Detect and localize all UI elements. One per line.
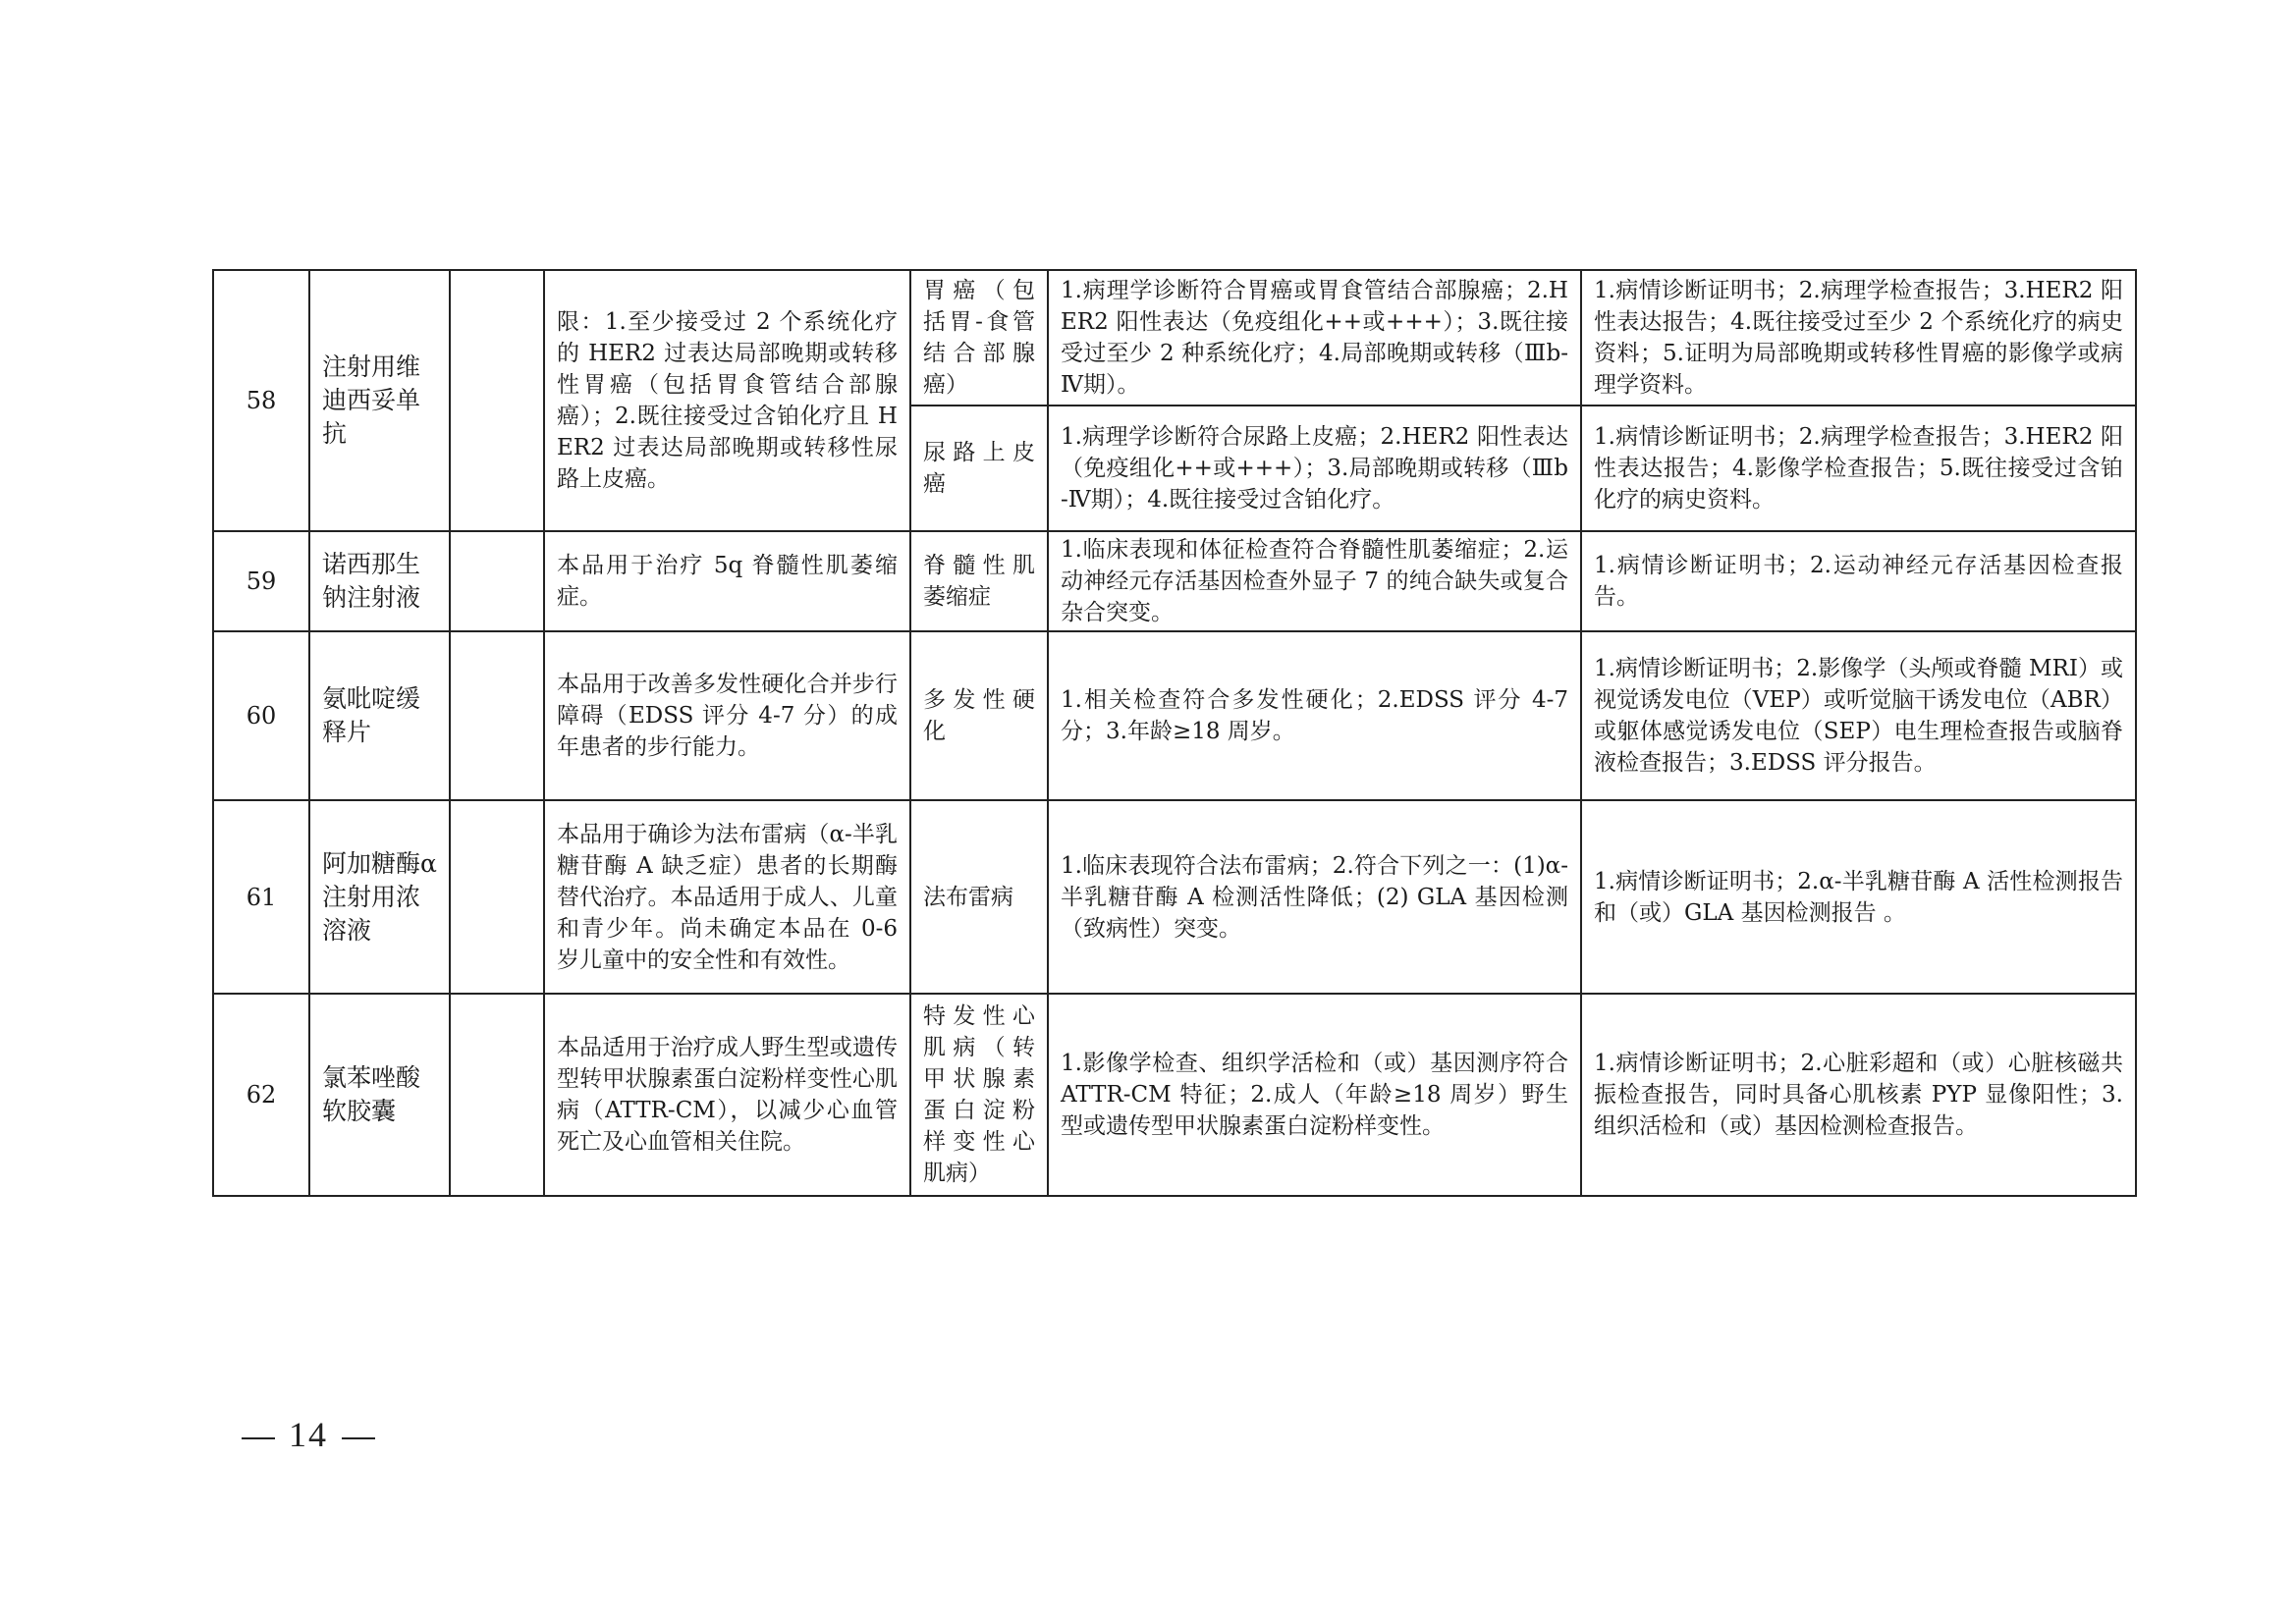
drug-name: 诺西那生钠注射液: [309, 531, 450, 631]
required-materials: 1.病情诊断证明书；2.病理学检查报告；3.HER2 阳性表达报告；4.既往接受过至少 2 个系统化疗的病史资料；5.证明为局部晚期或转移性胃癌的影像学或病理学资料。: [1581, 270, 2136, 406]
drug-name: 注射用维迪西妥单抗: [309, 270, 450, 531]
indication-scope: 本品用于治疗 5q 脊髓性肌萎缩症。: [544, 531, 910, 631]
blank-cell: [450, 994, 544, 1196]
disease-name: 多发性硬化: [910, 631, 1048, 800]
dash-right: [342, 1437, 375, 1439]
disease-name: 法布雷病: [910, 800, 1048, 994]
disease-name: 尿路上皮癌: [910, 406, 1048, 531]
row-number: 59: [213, 531, 309, 631]
drug-name: 阿加糖酶α注射用浓溶液: [309, 800, 450, 994]
blank-cell: [450, 270, 544, 531]
page-number-footer: [228, 1414, 389, 1455]
required-materials: 1.病情诊断证明书；2.影像学（头颅或脊髓 MRI）或视觉诱发电位（VEP）或听觉脑干诱发电位（ABR）或躯体感觉诱发电位（SEP）电生理检查报告或脑脊液检查报告；3.EDSS 评分报告。: [1581, 631, 2136, 800]
drug-name: 氨吡啶缓释片: [309, 631, 450, 800]
indication-scope: 本品用于确诊为法布雷病（α-半乳糖苷酶 A 缺乏症）患者的长期酶替代治疗。本品适用于成人、儿童和青少年。尚未确定本品在 0-6 岁儿童中的安全性和有效性。: [544, 800, 910, 994]
blank-cell: [450, 800, 544, 994]
table-row: [213, 631, 2136, 800]
drug-indication-table: [212, 269, 2137, 1197]
required-materials: 1.病情诊断证明书；2.病理学检查报告；3.HER2 阳性表达报告；4.影像学检查报告；5.既往接受过含铂化疗的病史资料。: [1581, 406, 2136, 531]
table-row: [213, 531, 2136, 631]
dash-left: [242, 1437, 275, 1439]
disease-name: 胃癌（包括胃-食管结合部腺癌）: [910, 270, 1048, 406]
row-number: 61: [213, 800, 309, 994]
blank-cell: [450, 531, 544, 631]
table-row: [213, 994, 2136, 1196]
disease-name: 特发性心肌病（转甲状腺素蛋白淀粉样变性心肌病）: [910, 994, 1048, 1196]
diagnostic-criteria: 1.临床表现符合法布雷病；2.符合下列之一：(1)α-半乳糖苷酶 A 检测活性降低；(2) GLA 基因检测（致病性）突变。: [1048, 800, 1581, 994]
indication-scope: 本品用于改善多发性硬化合并步行障碍（EDSS 评分 4-7 分）的成年患者的步行能力。: [544, 631, 910, 800]
disease-name: 脊髓性肌萎缩症: [910, 531, 1048, 631]
row-number: 58: [213, 270, 309, 531]
row-number: 62: [213, 994, 309, 1196]
required-materials: 1.病情诊断证明书；2.心脏彩超和（或）心脏核磁共振检查报告，同时具备心肌核素 PYP 显像阳性；3.组织活检和（或）基因检测检查报告。: [1581, 994, 2136, 1196]
diagnostic-criteria: 1.临床表现和体征检查符合脊髓性肌萎缩症；2.运动神经元存活基因检查外显子 7 的纯合缺失或复合杂合突变。: [1048, 531, 1581, 631]
drug-name: 氯苯唑酸软胶囊: [309, 994, 450, 1196]
indication-scope: 本品适用于治疗成人野生型或遗传型转甲状腺素蛋白淀粉样变性心肌病（ATTR-CM），以减少心血管死亡及心血管相关住院。: [544, 994, 910, 1196]
diagnostic-criteria: 1.病理学诊断符合胃癌或胃食管结合部腺癌；2.HER2 阳性表达（免疫组化++或+++）；3.既往接受过至少 2 种系统化疗；4.局部晚期或转移（Ⅲb-Ⅳ期）。: [1048, 270, 1581, 406]
diagnostic-criteria: 1.影像学检查、组织学活检和（或）基因测序符合 ATTR-CM 特征；2.成人（年龄≥18 周岁）野生型或遗传型甲状腺素蛋白淀粉样变性。: [1048, 994, 1581, 1196]
blank-cell: [450, 631, 544, 800]
table-row: [213, 270, 2136, 406]
required-materials: 1.病情诊断证明书；2.α-半乳糖苷酶 A 活性检测报告和（或）GLA 基因检测报告 。: [1581, 800, 2136, 994]
indication-scope: 限：1.至少接受过 2 个系统化疗的 HER2 过表达局部晚期或转移性胃癌（包括胃食管结合部腺癌）；2.既往接受过含铂化疗且 HER2 过表达局部晚期或转移性尿路上皮癌。: [544, 270, 910, 531]
table-row: [213, 800, 2136, 994]
diagnostic-criteria: 1.相关检查符合多发性硬化；2.EDSS 评分 4-7 分；3.年龄≥18 周岁。: [1048, 631, 1581, 800]
required-materials: 1.病情诊断证明书；2.运动神经元存活基因检查报告。: [1581, 531, 2136, 631]
page-number: 14: [289, 1415, 328, 1454]
row-number: 60: [213, 631, 309, 800]
diagnostic-criteria: 1.病理学诊断符合尿路上皮癌；2.HER2 阳性表达（免疫组化++或+++）；3.局部晚期或转移（Ⅲb-Ⅳ期）；4.既往接受过含铂化疗。: [1048, 406, 1581, 531]
